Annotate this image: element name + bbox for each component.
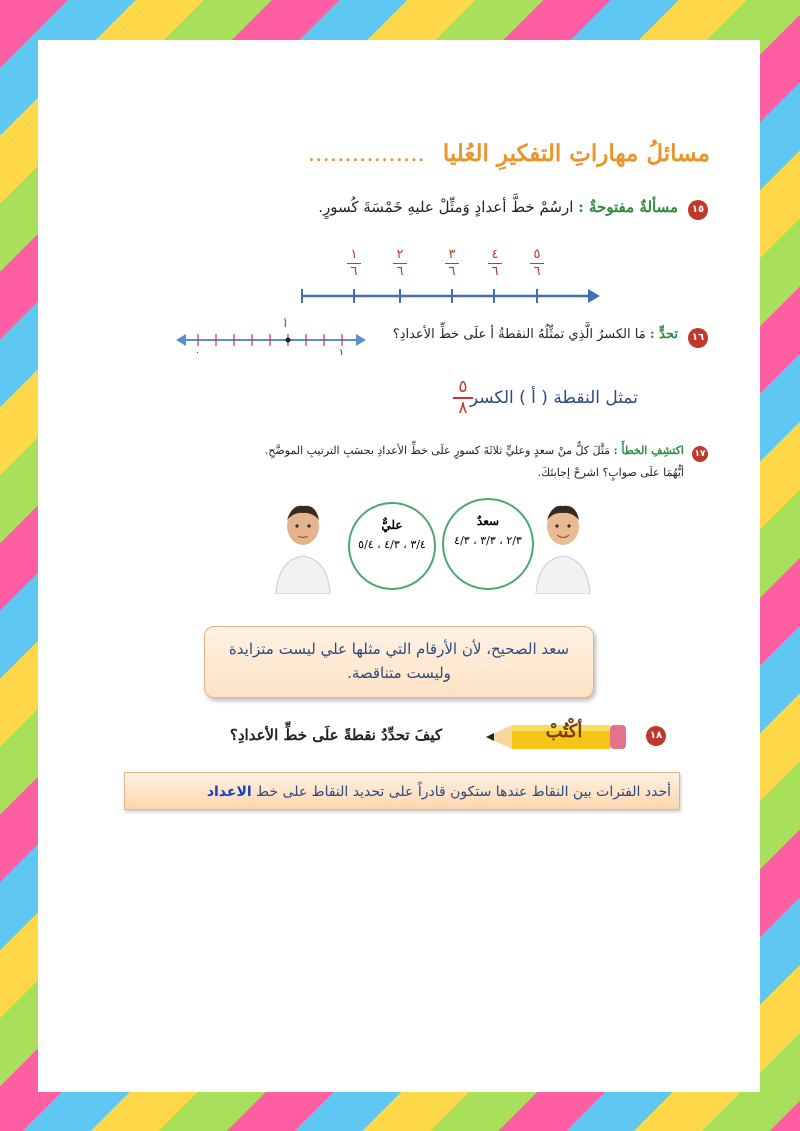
ali-fractions: ٣/٤ ، ٤/٣ ، ٥/٤ [358, 538, 426, 551]
write-badge-label: أكْتُبْ [545, 721, 583, 742]
q16-answer: تمثل النقطة ( أ ) الكسر [469, 388, 638, 408]
q16-point-label: أ [284, 320, 287, 330]
q15-fraction-5: ٥ ٦ [530, 248, 544, 279]
ali-name: عليٌّ [381, 518, 403, 532]
q16-answer-fraction: ٥ ٨ [453, 379, 473, 417]
q17-answer-text: سعد الصحيح، لأن الأرقام التي مثلها علي ليست متزايدة وليست متناقصة. [228, 640, 570, 682]
boy-saad-image [532, 502, 594, 594]
boy-ali-image [272, 502, 334, 594]
question-16-text: مَا الكسرُ الَّذِي تمثِّلُهُ النقطةُ أ علَى خطِّ الأعدادِ؟ [392, 327, 646, 342]
q18-answer-bold: الاعداد [206, 784, 252, 800]
saad-fractions: ٢/٣ ، ٣/٣ ، ٤/٣ [454, 534, 522, 547]
q15-fraction-1: ١ ٦ [347, 248, 361, 279]
q15-fraction-4: ٤ ٦ [488, 248, 502, 279]
question-15-line [178, 198, 678, 216]
question-17-line [164, 444, 684, 457]
ali-speech-bubble [348, 502, 436, 590]
q15-number-line [296, 286, 602, 306]
question-18-text: كيفَ تحدِّدُ نقطةً علَى خطِّ الأعدادِ؟ [229, 726, 442, 744]
question-number-15: ١٥ [688, 200, 708, 220]
q15-fraction-3: ٣ ٦ [445, 248, 459, 279]
q15-fraction-2: ٢ ٦ [393, 248, 407, 279]
section-title-dots: ................ [307, 141, 425, 167]
question-number-16: ١٦ [688, 328, 708, 348]
question-15-label: مسألةٌ مفتوحةٌ : [578, 198, 678, 216]
q18-answer-box [124, 772, 680, 810]
section-title-text: مسائلُ مهاراتِ التفكيرِ العُليا [442, 140, 710, 167]
question-17-text2: أيُّهُمَا علَى صوابٍ؟ اشرحْ إجابتَكَ. [537, 466, 684, 479]
question-16-label: تحدٍّ : [649, 327, 678, 342]
question-number-17: ١٧ [692, 446, 708, 462]
q17-answer-box [204, 626, 594, 698]
q16-one-label: ١ [339, 348, 344, 358]
worksheet-page [38, 40, 760, 1092]
saad-speech-bubble [442, 498, 534, 590]
question-17-label: اكتشِفِ الخطأَ : [613, 444, 684, 457]
question-number-18: ١٨ [646, 726, 666, 746]
question-17-text1: مَثَّلَ كلٌّ منْ سعدٍ وعليٍّ ثلاثَةَ كسورٍ علَى خطِّ الأعدادِ بحسَبِ الترتيبِ الموضَّحِ. [264, 444, 611, 457]
section-title [250, 140, 710, 167]
q18-answer-main: أحدد الفترات بين النقاط عندها ستكون قادراً على تحديد النقاط على خط [256, 784, 671, 800]
question-16-line [368, 327, 678, 342]
q16-zero-label: ٠ [195, 348, 200, 358]
saad-name: سعدٌ [476, 514, 500, 528]
question-15-text: ارسُمْ خطَّ أعدادٍ وَمثِّلْ عليهِ خَمْسَةَ كُسورٍ. [318, 198, 574, 216]
